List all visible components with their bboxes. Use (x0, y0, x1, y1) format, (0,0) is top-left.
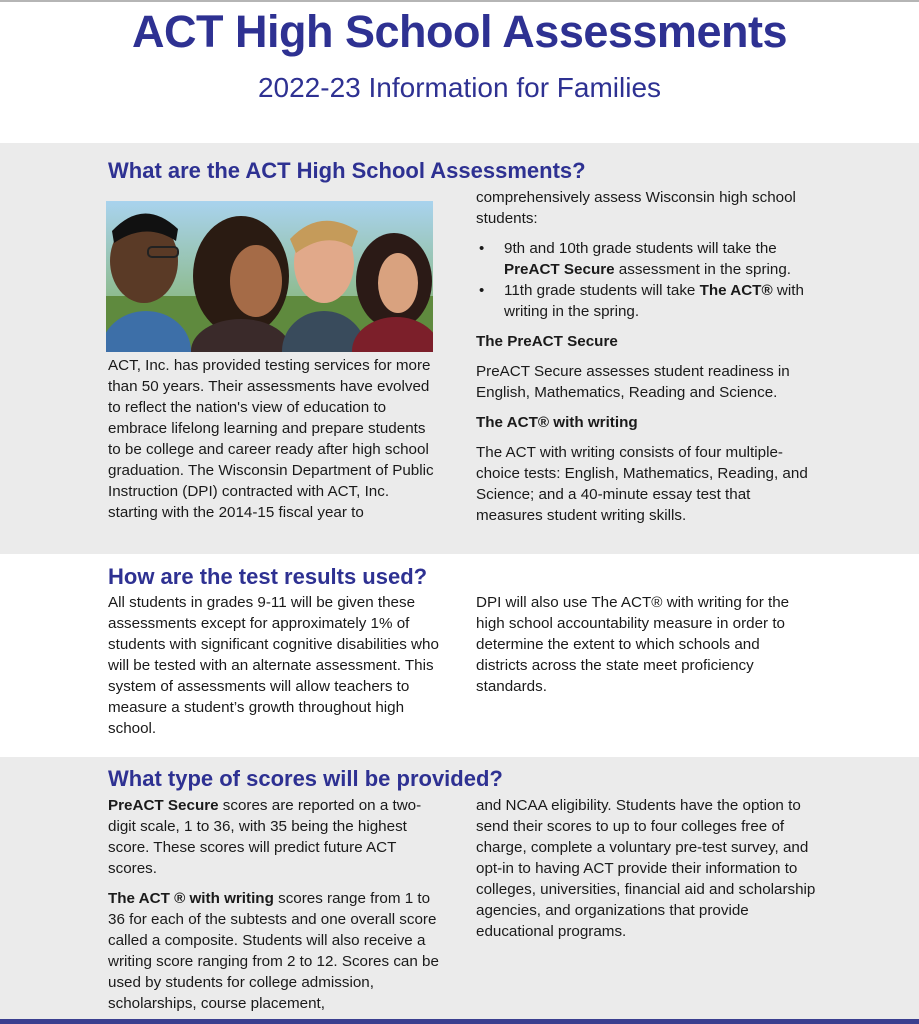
page-subtitle: 2022-23 Information for Families (257, 72, 662, 103)
preact-text: PreACT Secure assesses student readiness in English, Mathematics, Reading and Science. (476, 363, 790, 401)
section2-left-text: All students in grades 9-11 will be given these assessments except for approximately 1% of students with significant cognitive disabilities who will be tested with an alternate assessment. This system of assessments will allow teachers to measure a student’s growth throughout high school. (108, 594, 439, 737)
list-item: • 11th grade students will take The ACT® with writing in the spring. (476, 280, 816, 322)
preact-scores-text: PreACT Secure scores are reported on a two-digit scale, 1 to 36, with 35 being the highest score. These scores will predict future ACT scores. (108, 797, 422, 877)
section3-left-column (108, 795, 440, 1014)
section1-right-intro: comprehensively assess Wisconsin high school students: (476, 189, 796, 227)
section1-left-paragraph: ACT, Inc. has provided testing services for more than 50 years. Their assessments have evolved to reflect the nation's view of education to embrace lifelong learning and prepare students to be college and career ready after high school graduation. The Wisconsin Department of Public Instruction (DPI) contracted with ACT, Inc. starting with the 2014-15 fiscal year to (108, 357, 434, 521)
list-item: • 9th and 10th grade students will take the PreACT Secure assessment in the spring. (476, 238, 816, 280)
page-title: ACT High School Assessments (132, 6, 787, 57)
section1-left-column (108, 355, 438, 523)
section1-heading: What are the ACT High School Assessments? (108, 158, 586, 183)
section2-left-column (108, 592, 440, 739)
section1-right-column (476, 187, 816, 526)
act-writing-text: The ACT with writing consists of four multiple-choice tests: English, Mathematics, Reading, and Science; and a 40-minute essay test that measures student writing skills. (476, 444, 808, 524)
section3-heading: What type of scores will be provided? (108, 766, 503, 791)
preact-heading: The PreACT Secure (476, 333, 618, 350)
act-scores-text: The ACT ® with writing scores range from 1 to 36 for each of the subtests and one overall score called a composite. Students will also receive a writing score ranging from 2 to 12. Scores can be used by students for college admission, scholarships, course placement, (108, 890, 439, 1012)
bottom-rule (0, 1019, 919, 1024)
top-rule (0, 0, 919, 2)
assessment-list (476, 238, 816, 322)
act-writing-heading: The ACT® with writing (476, 414, 638, 431)
section2-right-text: DPI will also use The ACT® with writing for the high school accountability measure in order to determine the extent to which schools and districts across the state meet proficiency standards. (476, 594, 790, 695)
section2-heading: How are the test results used? (108, 564, 428, 589)
students-photo (106, 201, 433, 352)
section3-right-text: and NCAA eligibility. Students have the option to send their scores to up to four colleges free of charge, complete a voluntary pre-test survey, and opt-in to having ACT provide their information to colleges, universities, financial aid and scholarship agencies, and organizations that provide educational programs. (476, 797, 816, 940)
section2-right-column (476, 592, 806, 697)
section3-right-column (476, 795, 816, 942)
